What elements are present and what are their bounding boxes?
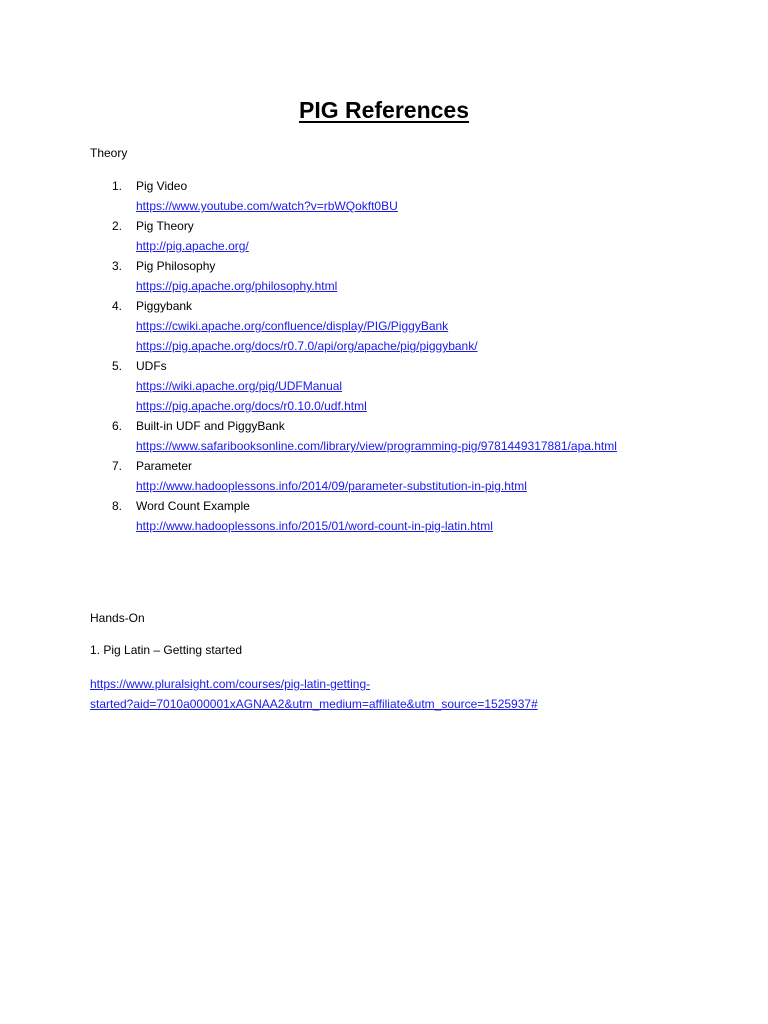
reference-link[interactable]: http://www.hadooplessons.info/2015/01/word-count-in-pig-latin.html [136, 519, 493, 533]
list-number: 4. [112, 299, 123, 313]
reference-link[interactable]: https://www.youtube.com/watch?v=rbWQokft0BU [136, 199, 398, 213]
reference-title: Pig Philosophy [136, 259, 216, 273]
theory-heading: Theory [90, 146, 128, 160]
reference-title: UDFs [136, 359, 167, 373]
reference-link[interactable]: https://cwiki.apache.org/confluence/display/PIG/PiggyBank [136, 319, 449, 333]
list-item [90, 296, 750, 356]
hands-on-item-title: 1. Pig Latin – Getting started [90, 643, 243, 657]
list-item [90, 416, 750, 456]
reference-link[interactable]: https://wiki.apache.org/pig/UDFManual [136, 379, 343, 393]
list-number: 7. [112, 459, 123, 473]
reference-link[interactable]: http://www.hadooplessons.info/2014/09/parameter-substitution-in-pig.html [136, 479, 527, 493]
list-item [90, 176, 750, 216]
list-number: 3. [112, 259, 123, 273]
list-number: 5. [112, 359, 123, 373]
list-number: 6. [112, 419, 123, 433]
reference-title: Word Count Example [136, 499, 250, 513]
reference-title: Piggybank [136, 299, 193, 313]
hands-on-heading: Hands-On [90, 611, 145, 625]
theory-reference-list [90, 176, 750, 536]
reference-link[interactable]: https://pig.apache.org/philosophy.html [136, 279, 338, 293]
reference-link[interactable]: http://pig.apache.org/ [136, 239, 249, 253]
reference-title: Pig Video [136, 179, 188, 193]
list-number: 1. [112, 179, 123, 193]
list-item [90, 356, 750, 416]
reference-link[interactable]: https://pig.apache.org/docs/r0.7.0/api/org/apache/pig/piggybank/ [136, 339, 478, 353]
list-number: 8. [112, 499, 123, 513]
list-item [90, 216, 750, 256]
list-item [90, 456, 750, 496]
hands-on-link[interactable] [90, 674, 690, 714]
list-item [90, 496, 750, 536]
reference-link[interactable]: https://pig.apache.org/docs/r0.10.0/udf.html [136, 399, 367, 413]
hands-on-link-line: started?aid=7010a000001xAGNAA2&utm_medium=affiliate&utm_source=1525937# [90, 697, 538, 711]
reference-title: Pig Theory [136, 219, 194, 233]
document-title: PIG References [298, 97, 470, 123]
reference-link[interactable]: https://www.safaribooksonline.com/library/view/programming-pig/9781449317881/apa.html [136, 439, 617, 453]
list-item [90, 256, 750, 296]
list-number: 2. [112, 219, 123, 233]
hands-on-link-line: https://www.pluralsight.com/courses/pig-latin-getting- [90, 677, 371, 691]
reference-title: Built-in UDF and PiggyBank [136, 419, 285, 433]
reference-title: Parameter [136, 459, 193, 473]
